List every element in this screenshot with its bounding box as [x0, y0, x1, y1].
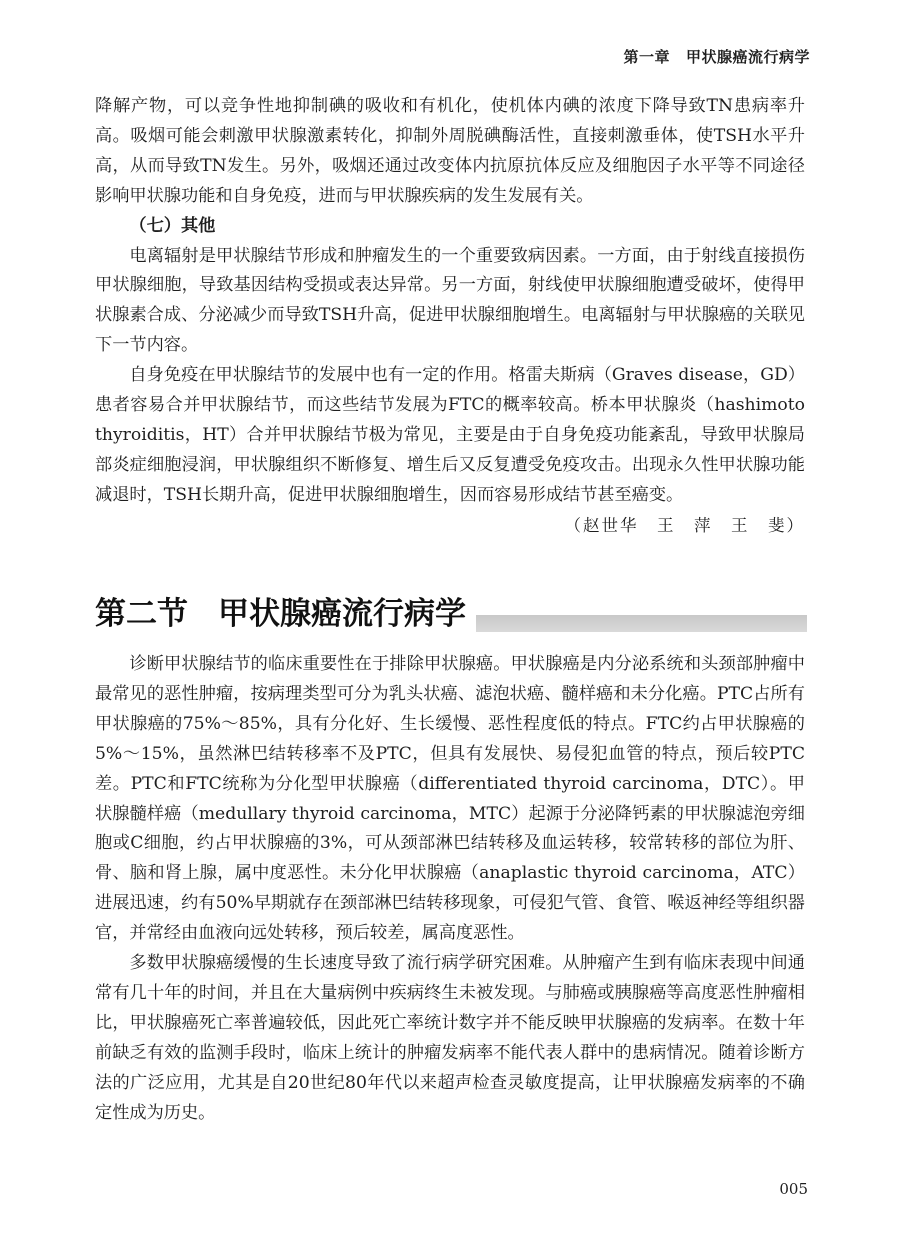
chapter-title: 甲状腺癌流行病学 — [685, 48, 810, 66]
body-paragraph: 电离辐射是甲状腺结节形成和肿瘤发生的一个重要致病因素。一方面，由于射线直接损伤甲状腺细胞，导致基因结构受损或表达异常。另一方面，射线使甲状腺细胞遭受破坏，使得甲状腺素合成、分泌减少而导致TSH升高，促进甲状腺细胞增生。电离辐射与甲状腺癌的关联见下一节内容。 — [95, 245, 805, 356]
section-title-text: 甲状腺癌流行病学 — [218, 596, 466, 632]
body-paragraph: 诊断甲状腺结节的临床重要性在于排除甲状腺癌。甲状腺癌是内分泌系统和头颈部肿瘤中最常见的恶性肿瘤，按病理类型可分为乳头状癌、滤泡状癌、髓样癌和未分化癌。PTC占所有甲状腺癌的75%～85%，具有分化好、生长缓慢、恶性程度低的特点。FTC约占甲状腺癌的5%～15%，虽然淋巴结转移率不及PTC，但具有发展快、易侵犯血管的特点，预后较PTC差。PTC和FTC统称为分化型甲状腺癌（differentiated thyroid carcinoma，DTC）。甲状腺髓样癌（medullary thyroid carcinoma，MTC）起源于分泌降钙素的甲状腺滤泡旁细胞或C细胞，约占甲状腺癌的3%，可从颈部淋巴结转移及血运转移，较常转移的部位为肝、骨、脑和肾上腺，属中度恶性。未分化甲状腺癌（anaplastic thyroid carcinoma，ATC）进展迅速，约有50%早期就存在颈部淋巴结转移现象，可侵犯气管、食管、喉返神经等组织器官，并常经由血液向远处转移，预后较差，属高度恶性。 — [95, 654, 805, 944]
body-paragraph: 多数甲状腺癌缓慢的生长速度导致了流行病学研究困难。从肿瘤产生到有临床表现中间通常有几十年的时间，并且在大量病例中疾病终生未被发现。与肺癌或胰腺癌等高度恶性肿瘤相比，甲状腺癌死亡率普遍较低，因此死亡率统计数字并不能反映甲状腺癌的发病率。在数十年前缺乏有效的监测手段时，临床上统计的肿瘤发病率不能代表人群中的患病情况。随着诊断方法的广泛应用，尤其是自20世纪80年代以来超声检查灵敏度提高，让甲状腺癌发病率的不确定性成为历史。 — [95, 953, 805, 1123]
author-attribution: （赵世华 王 萍 王 斐） — [564, 515, 805, 535]
section-heading — [95, 592, 807, 638]
body-paragraph: 自身免疫在甲状腺结节的发展中也有一定的作用。格雷夫斯病（Graves disease，GD）患者容易合并甲状腺结节，而这些结节发展为FTC的概率较高。桥本甲状腺炎（hashimoto thyroiditis，HT）合并甲状腺结节极为常见，主要是由于自身免疫功能紊乱，导致甲状腺局部炎症细胞浸润，甲状腺组织不断修复、增生后又反复遭受免疫攻击。出现永久性甲状腺功能减退时，TSH长期升高，促进甲状腺细胞增生，因而容易形成结节甚至癌变。 — [95, 365, 805, 505]
chapter-number: 第一章 — [623, 48, 670, 66]
running-header — [623, 46, 810, 67]
page-number: 005 — [779, 1180, 808, 1198]
section-number: 第二节 — [95, 596, 188, 632]
section-text-block — [95, 650, 805, 1129]
continued-text-block — [95, 92, 805, 541]
subsection-heading: （七）其他 — [129, 215, 216, 236]
body-paragraph: 降解产物，可以竞争性地抑制碘的吸收和有机化，使机体内碘的浓度下降导致TN患病率升高。吸烟可能会刺激甲状腺激素转化，抑制外周脱碘酶活性，直接刺激垂体，使TSH水平升高，从而导致TN发生。另外，吸烟还通过改变体内抗原抗体反应及细胞因子水平等不同途径影响甲状腺功能和自身免疫，进而与甲状腺疾病的发生发展有关。 — [95, 96, 805, 206]
section-title — [95, 594, 476, 634]
